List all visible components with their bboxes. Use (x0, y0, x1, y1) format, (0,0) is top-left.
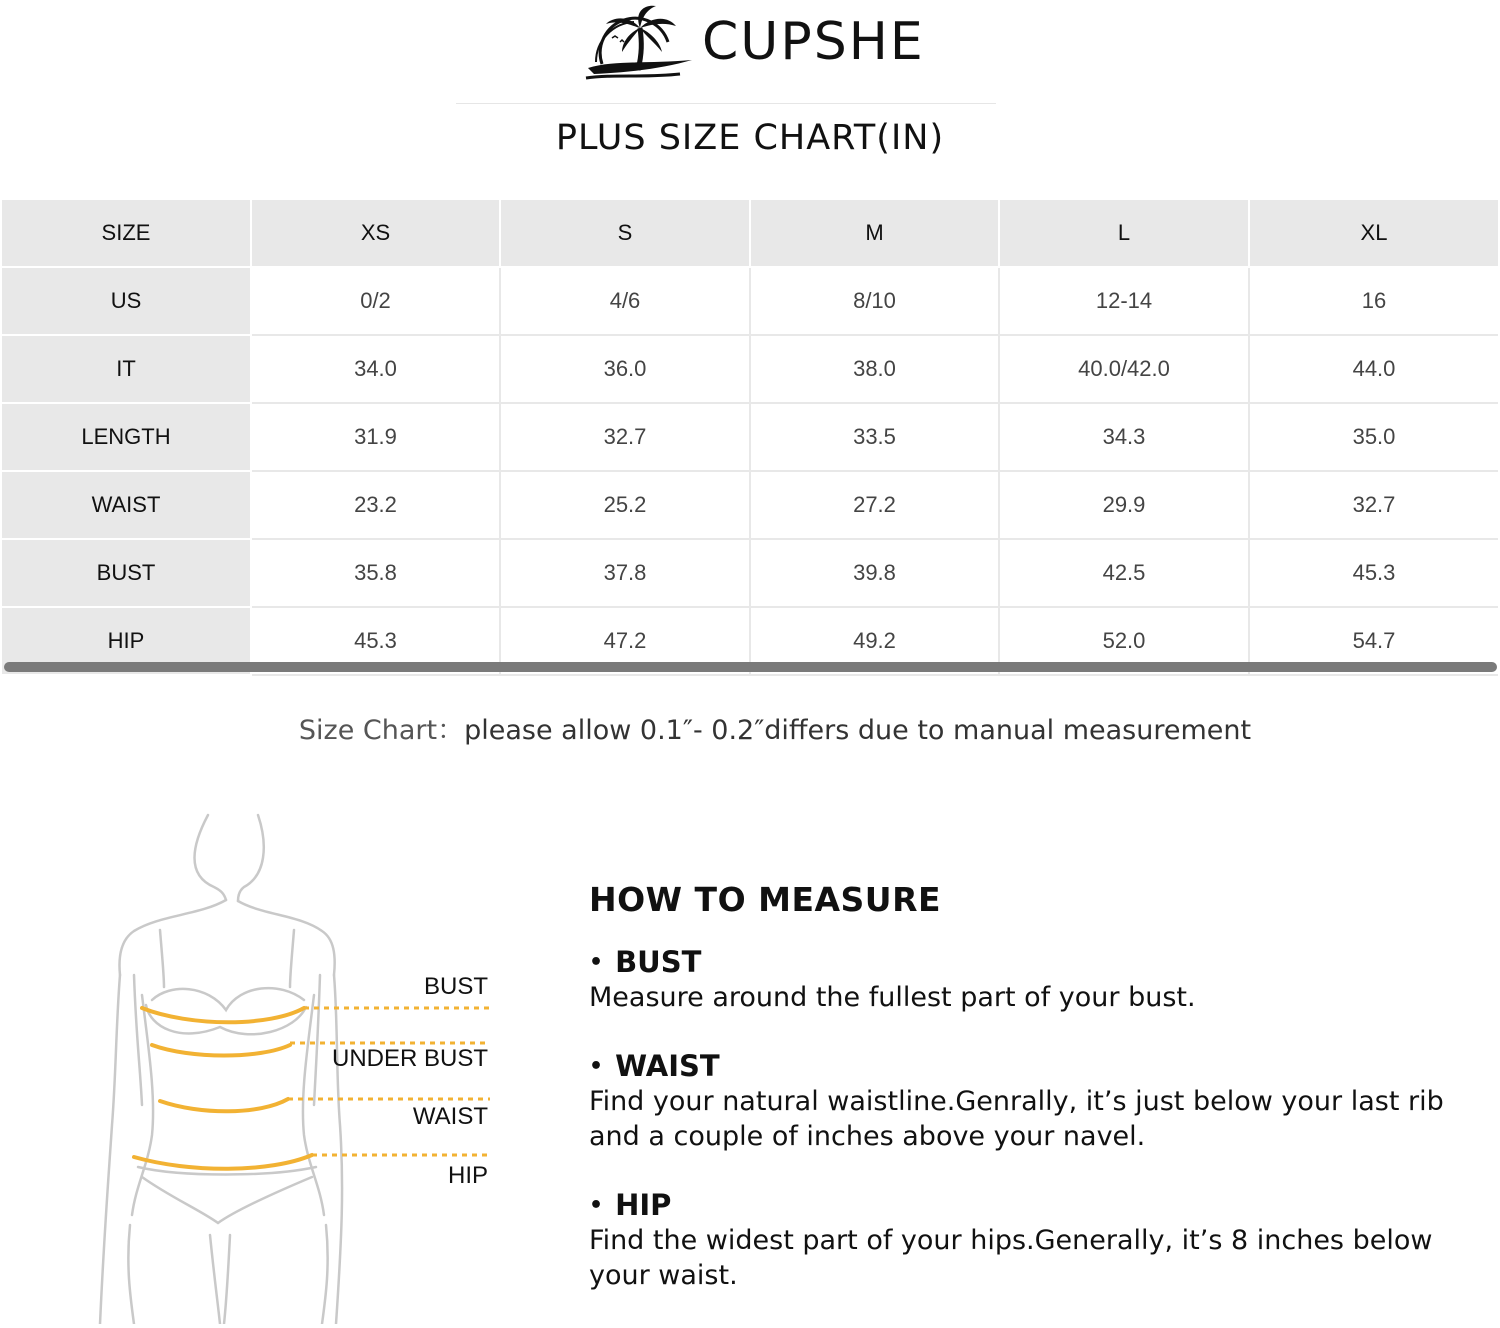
table-cell: 49.2 (750, 607, 999, 675)
table-cell: 16 (1249, 267, 1498, 335)
table-cell: 35.0 (1249, 403, 1498, 471)
table-cell: 25.2 (500, 471, 750, 539)
table-cell: 44.0 (1249, 335, 1498, 403)
note-text: please allow 0.1″- 0.2″differs due to manual measurement (464, 715, 1252, 746)
palm-tree-logo-icon (584, 2, 696, 84)
table-header-cell: XS (251, 200, 500, 267)
table-cell: 33.5 (750, 403, 999, 471)
table-cell: 34.3 (999, 403, 1249, 471)
table-cell: 12-14 (999, 267, 1249, 335)
table-cell: 34.0 (251, 335, 500, 403)
table-cell: 8/10 (750, 267, 999, 335)
table-cell: 45.3 (1249, 539, 1498, 607)
table-cell: 47.2 (500, 607, 750, 675)
note-label: Size Chart： (298, 715, 465, 746)
table-cell: 31.9 (251, 403, 500, 471)
measure-heading-text: HIP (615, 1188, 672, 1222)
measure-heading (589, 1049, 1469, 1084)
row-label: WAIST (2, 471, 251, 539)
row-label: BUST (2, 539, 251, 607)
table-cell: 54.7 (1249, 607, 1498, 675)
measure-heading-text: BUST (615, 945, 702, 979)
measure-description: Find the widest part of your hips.Generally, it’s 8 inches below your waist. (589, 1225, 1433, 1291)
table-row (2, 539, 1498, 607)
row-label: LENGTH (2, 403, 251, 471)
measure-description: Find your natural waistline.Genrally, it’s just below your last rib and a couple of inches above your navel. (589, 1086, 1444, 1152)
table-cell: 52.0 (999, 607, 1249, 675)
bullet-icon: • (589, 950, 604, 975)
measure-description: Measure around the fullest part of your bust. (589, 982, 1196, 1013)
table-cell: 0/2 (251, 267, 500, 335)
figure-label-hip: HIP (447, 1162, 488, 1189)
table-cell: 32.7 (500, 403, 750, 471)
table-row (2, 471, 1498, 539)
section-title: HOW TO MEASURE (589, 880, 942, 919)
table-cell: 4/6 (500, 267, 750, 335)
table-header-cell: XL (1249, 200, 1498, 267)
table-cell: 32.7 (1249, 471, 1498, 539)
row-label: HIP (2, 607, 251, 675)
table-cell: 45.3 (251, 607, 500, 675)
table-bottom-bar (4, 662, 1497, 672)
table-cell: 40.0/42.0 (999, 335, 1249, 403)
measure-item-hip (589, 1188, 1469, 1293)
figure-label-waist: WAIST (412, 1103, 488, 1130)
table-header-cell: SIZE (2, 200, 251, 267)
header-divider (456, 103, 996, 104)
measurement-note (0, 708, 1500, 747)
bullet-icon: • (589, 1193, 604, 1218)
table-cell: 38.0 (750, 335, 999, 403)
table-row (2, 267, 1498, 335)
table-cell: 42.5 (999, 539, 1249, 607)
table-header-cell: L (999, 200, 1249, 267)
figure-label-under-bust: UNDER BUST (331, 1045, 488, 1072)
table-cell: 37.8 (500, 539, 750, 607)
table-cell: 23.2 (251, 471, 500, 539)
table-cell: 35.8 (251, 539, 500, 607)
brand-header (584, 0, 924, 90)
measure-heading (589, 1188, 1469, 1223)
row-label: IT (2, 335, 251, 403)
table-header-cell: S (500, 200, 750, 267)
bullet-icon: • (589, 1054, 604, 1079)
how-to-measure-section (589, 880, 1469, 1327)
measure-heading (589, 945, 1469, 980)
table-cell: 29.9 (999, 471, 1249, 539)
table-cell: 27.2 (750, 471, 999, 539)
table-header-cell: M (750, 200, 999, 267)
figure-label-bust: BUST (423, 973, 488, 1000)
table-row (2, 403, 1498, 471)
body-measurement-figure (90, 805, 510, 1324)
measure-item-bust (589, 945, 1469, 1015)
brand-name: CUPSHE (702, 12, 925, 72)
measure-heading-text: WAIST (615, 1049, 720, 1083)
table-cell: 39.8 (750, 539, 999, 607)
table-header-row (2, 200, 1498, 267)
size-chart-table (2, 200, 1498, 676)
row-label: US (2, 267, 251, 335)
page-title: PLUS SIZE CHART(IN) (555, 118, 945, 158)
measure-item-waist (589, 1049, 1469, 1154)
table-row (2, 335, 1498, 403)
table-cell: 36.0 (500, 335, 750, 403)
